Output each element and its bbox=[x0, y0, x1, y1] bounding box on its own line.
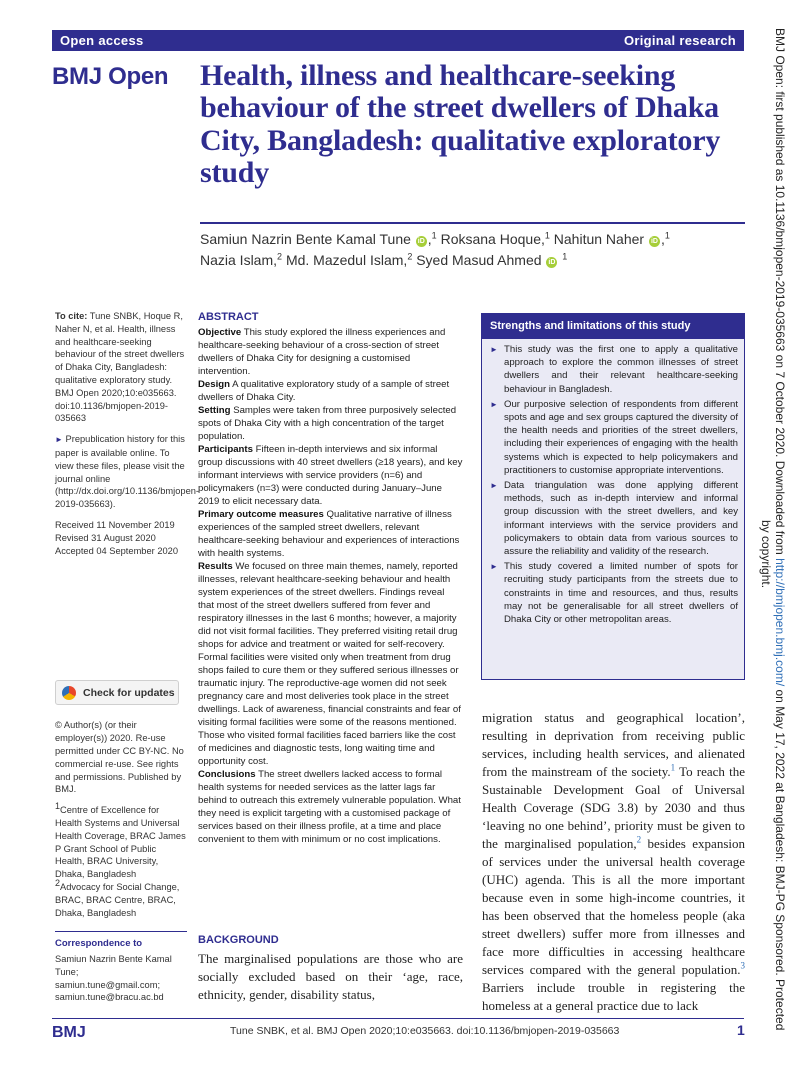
correspondence-heading: Correspondence to bbox=[55, 938, 143, 950]
top-banner bbox=[52, 30, 744, 51]
section-text: Qualitative narrative of illness experiences of the sampled street dwellers, relevant healthcare-seeking behaviour and experiences of interactions with health systems. bbox=[198, 509, 460, 559]
citation-label: To cite: bbox=[55, 311, 88, 321]
section-text: A qualitative exploratory study of a sample of street dwellers of Dhaka City. bbox=[198, 379, 450, 403]
abstract-heading: ABSTRACT bbox=[198, 311, 259, 323]
notice-text: BMJ Open: first published as 10.1136/bmjopen-2019-035663 on 7 October 2020. Downloaded from bbox=[773, 28, 787, 559]
footer-divider bbox=[52, 1018, 744, 1019]
orcid-icon[interactable]: iD bbox=[650, 238, 658, 245]
section-label: Design bbox=[198, 379, 230, 390]
affiliation-ref: 2 bbox=[407, 251, 413, 262]
affiliation-ref: 1 bbox=[562, 251, 568, 262]
section-text: Samples were taken from three purposively selected spots of Dhaka City with a high concentration of the target population. bbox=[198, 405, 457, 442]
journal-link[interactable]: http://bmjopen.bmj.com/ bbox=[773, 558, 787, 687]
citation-text: Tune SNBK, Hoque R, Naher N, et al. Health, illness and healthcare-seeking behaviour of the street dwellers of Dhaka City, Bangladesh: qualitative exploratory study. BMJ Open 2020;10:e035663. doi:10.1136/bmjopen-2019-035663 bbox=[55, 311, 185, 424]
check-updates-label: Check for updates bbox=[83, 686, 175, 699]
section-label: Objective bbox=[198, 327, 242, 338]
revised-date: Revised 31 August 2020 bbox=[55, 532, 156, 543]
vertical-download-notice bbox=[773, 28, 800, 1031]
abstract-conclusions bbox=[198, 768, 463, 846]
received-date: Received 11 November 2019 bbox=[55, 519, 175, 530]
article-type-label: Original research bbox=[623, 33, 736, 48]
section-text: We focused on three main themes, namely, reported illnesses, relevant healthcare-seeking behaviour and health system experiences of the street dwellers. Findings reveal that most of the street dwellers suffered from fever and respiratory illnesses in the last 6 months; however, a majority did not visit formal facilities. They preferred visiting retail drug shops for advice and treatment or waited for self-recovery. Formal facilities were visited only when treatment from drug shops failed to cure them or they suffered serious illnesses or traumatic injury. The reproductive-age women did not seek pregnancy care and most deliveries took place in the street dwellings. Lack of awareness, financial constraints and fear of visiting formal facilities were some of the reasons mentioned. Those who visited formal facilities faced barriers like the cost of medicines and diagnostic tests, long waiting time and opportunity cost. bbox=[198, 561, 461, 767]
body-text: Barriers include trouble in registering the homeless at a general practice due to lack bbox=[482, 980, 745, 1013]
section-label: Setting bbox=[198, 405, 231, 416]
author-list: Samiun Nazrin Bente Kamal Tune iD ,$^1$ Roksana Hoque,$^1$ Nahitun Naher iD ,$^1$ Nazia Islam,$^2$ Md. Mazedul Islam,$^2$ Syed Masud Ahmed iD $^1$ bbox=[200, 230, 670, 268]
affiliation-text: Centre of Excellence for Health Systems and Universal Health Coverage, BRAC James P Grant School of Public Health, BRAC University, Dhaka, Bangladesh bbox=[55, 805, 186, 880]
title-divider bbox=[200, 222, 745, 224]
section-label: Participants bbox=[198, 444, 253, 455]
affiliation-marker: 2 bbox=[55, 877, 61, 888]
strengths-limitations-box bbox=[481, 313, 745, 680]
strengths-item: ► Our purposive selection of respondents from different spots and age and sex groups captured the diversity of the health needs and priorities of the street dwellers, including their experiences of engaging with the health systems which is expected to help policymakers and practitioners to customise appropriate interventions. bbox=[488, 398, 738, 477]
open-access-label: Open access bbox=[60, 33, 144, 48]
body-text: besides expansion of services under the universal health coverage (UHC) agenda. This is all the more important because even in some high-income countries, it has been observed that the homeless people (aka street dwellers) suffer more from illnesses and face more difficulties in accessing healthcare services compared with the general population. bbox=[482, 836, 745, 977]
orcid-icon[interactable]: iD bbox=[548, 259, 556, 266]
footer-citation: Tune SNBK, et al. BMJ Open 2020;10:e035663. doi:10.1136/bmjopen-2019-035663 bbox=[230, 1025, 620, 1037]
page-number: 1 bbox=[737, 1022, 745, 1038]
background-heading: BACKGROUND bbox=[198, 934, 279, 946]
background-section bbox=[198, 934, 463, 1004]
reference-link[interactable]: 2 bbox=[636, 834, 642, 845]
affiliation-marker: 1 bbox=[55, 801, 61, 812]
abstract-objective bbox=[198, 326, 463, 378]
reference-link[interactable]: 1 bbox=[670, 762, 676, 773]
vertical-notice-line2-wrap bbox=[759, 520, 775, 588]
section-label: Conclusions bbox=[198, 769, 256, 780]
affiliation-1 bbox=[55, 801, 187, 919]
correspondence-divider bbox=[55, 931, 187, 932]
affiliation-text: Advocacy for Social Change, BRAC, BRAC Centre, BRAC, Dhaka, Bangladesh bbox=[55, 881, 180, 918]
background-text: The marginalised populations are those who are socially excluded based on their ‘age, race, ethnicity, gender, disability status, bbox=[198, 951, 463, 1002]
notice-text: on May 17, 2022 at Bangladesh: BMJ-PG Sponsored. Protected bbox=[773, 686, 787, 1031]
check-updates-icon bbox=[62, 686, 76, 700]
citation-block bbox=[55, 310, 187, 425]
accepted-date: Accepted 04 September 2020 bbox=[55, 545, 179, 556]
author-name: Samiun Nazrin Bente Kamal Tune bbox=[200, 231, 411, 247]
section-label: Primary outcome measures bbox=[198, 509, 324, 520]
abstract-design bbox=[198, 378, 463, 404]
abstract-participants bbox=[198, 443, 463, 508]
vertical-notice-line1 bbox=[773, 28, 787, 1030]
copyright-notice: © Author(s) (or their employer(s)) 2020. Re-use permitted under CC BY-NC. No commercial re-use. See rights and permissions. Published by BMJ. bbox=[55, 720, 184, 795]
main-body-text bbox=[482, 709, 745, 1015]
article-sidebar bbox=[55, 310, 200, 1004]
section-text: Fifteen in-depth interviews and six informal group discussions with 40 street dwellers (≥18 years), and key informant interviews with service providers (n=6) and policymakers (n=3) were conducted during January–June 2019 to elicit necessary data. bbox=[198, 444, 463, 507]
affiliation-ref: 2 bbox=[277, 251, 283, 262]
abstract-results bbox=[198, 560, 463, 768]
journal-logo: BMJ Open bbox=[52, 63, 169, 90]
vertical-notice-line2: by copyright. bbox=[759, 520, 773, 589]
triangle-bullet-icon: ► bbox=[55, 435, 63, 445]
check-for-updates-button[interactable] bbox=[55, 680, 179, 705]
body-text: To reach the Sustainable Development Goal of Universal Health Coverage (SDG 3.8) by 2030 and thus ‘leaving no one behind’, priority must be given to the marginalised population, bbox=[482, 764, 745, 851]
author-name: Syed Masud Ahmed bbox=[416, 252, 542, 268]
footer-logo: BMJ bbox=[52, 1024, 86, 1041]
correspondence-email[interactable]: samiun.tune@bracu.ac.bd bbox=[55, 992, 164, 1003]
prepublication-text[interactable]: Prepublication history for this paper is available online. To view these files, please visit the journal online (http://dx.doi.org/10.1136/bmjopen-2019-035663). bbox=[55, 434, 200, 510]
orcid-icon[interactable]: iD bbox=[417, 238, 425, 245]
affiliation-ref: 1 bbox=[431, 230, 437, 241]
article-title: Health, illness and healthcare-seeking behaviour of the street dwellers of Dhaka City, Bangladesh: qualitative exploratory study bbox=[200, 59, 721, 190]
prepublication-note bbox=[55, 433, 200, 511]
strengths-item: ► Data triangulation was done applying different methods, such as in-depth interview and informal group discussion with the street dwellers, and key informant interviews with the service providers and policymakers to obtain data from various sources to assure the reliability and validity of the research. bbox=[488, 479, 738, 558]
strengths-item: ► This study was the first one to apply a qualitative approach to explore the common illnesses of street dwellers and their relevant healthcare-seeking behaviour in Bangladesh. bbox=[488, 343, 738, 396]
strengths-list bbox=[482, 339, 744, 626]
section-text: The street dwellers lacked access to formal health systems for needed services as the latter lags far behind to outreach this extremely vulnerable population. What they need is explicit targeting with a customised package of services based on their illness profile, at a time and place convenient to them with minimum or no cost implications. bbox=[198, 769, 461, 845]
author-name: Roksana Hoque, bbox=[440, 231, 545, 247]
author-name: Nazia Islam, bbox=[200, 252, 278, 268]
affiliation-ref: 1 bbox=[664, 230, 670, 241]
abstract-outcome bbox=[198, 508, 463, 560]
abstract-setting bbox=[198, 404, 463, 443]
affiliation-ref: 1 bbox=[544, 230, 550, 241]
author-name: Md. Mazedul Islam, bbox=[285, 252, 408, 268]
reference-link[interactable]: 3 bbox=[740, 960, 745, 971]
author-name: Nahitun Naher bbox=[553, 231, 645, 247]
body-text: migration status and geographical location’, resulting in deprivation from receiving public services, including health services, and alienated from the mainstream of the society. bbox=[482, 710, 745, 779]
correspondence-email[interactable]: samiun.tune@gmail.com; bbox=[55, 979, 161, 990]
strengths-heading: Strengths and limitations of this study bbox=[482, 314, 744, 339]
section-label: Results bbox=[198, 561, 233, 572]
correspondence-name: Samiun Nazrin Bente Kamal Tune; bbox=[55, 954, 172, 977]
strengths-item: ► This study covered a limited number of spots for recruiting study participants from the streets due to constraints in time and resources, and thus, results may not be generalisable for all street dwellers of Dhaka City or other metropolitan areas. bbox=[488, 560, 738, 626]
section-text: This study explored the illness experiences and healthcare-seeking behaviour of a cross-section of street dwellers of Dhaka City for designing a customised intervention. bbox=[198, 327, 446, 377]
abstract-section bbox=[198, 311, 463, 846]
